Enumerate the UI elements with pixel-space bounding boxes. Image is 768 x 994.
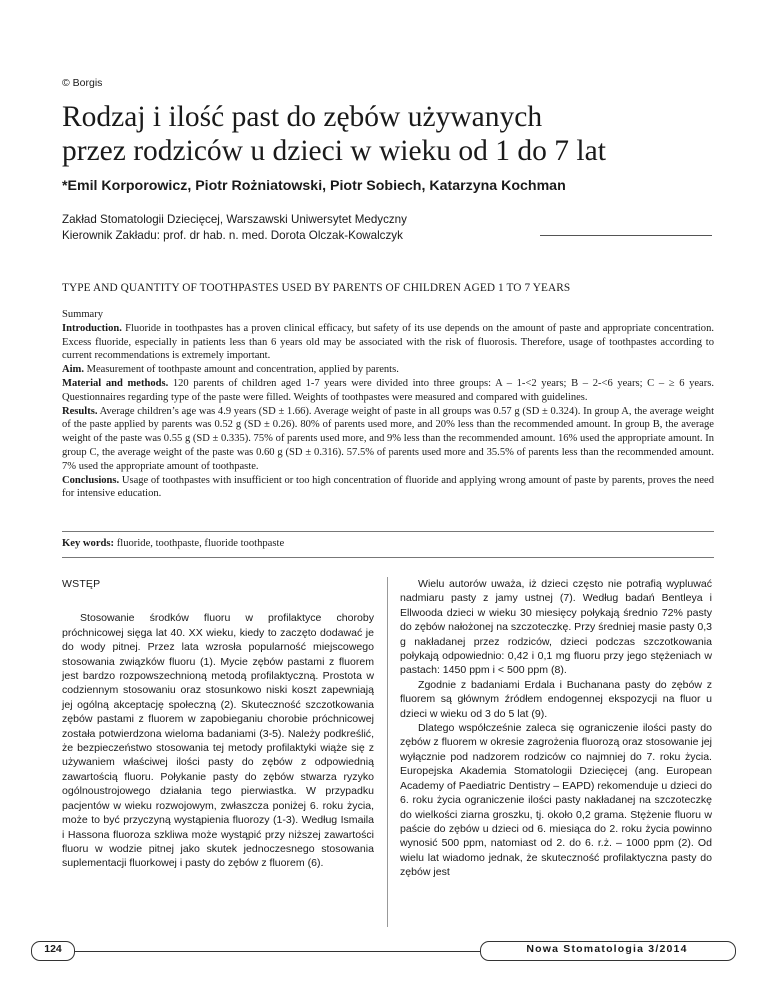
- body-paragraph: Dlatego współcześnie zaleca się ograniczenie ilości pasty do zębów z fluorem w okresie zagrożenia fluorozą oraz stosowanie jej wyłącznie pod nadzorem rodziców co najmniej do 7. roku życia. Europejska Akademia Stomatologii Dziecięcej (ang. European Academy of Paediatric Dentistry – EAPD) rekomenduje u dzieci do 6. roku życia ograniczenie ilości pasty nakładanej na szczoteczkę do wielkości ziarna groszku, tj. około 0,2 grama. Stężenie fluoru w paście do zębów u dzieci od 6. miesiąca do 2. roku życia powinno wynosić 500 ppm, natomiast od 2. do 6. r.ż. – 1000 ppm (2). Od wielu lat wiadomo jednak, że skuteczność profilaktyczna pasty do zębów jest: [400, 722, 712, 879]
- publisher-label: © Borgis: [62, 77, 103, 89]
- article-title: [62, 100, 722, 168]
- abstract-introduction: [62, 322, 714, 363]
- journal-name: Nowa Stomatologia 3/2014: [526, 943, 688, 955]
- right-column: [400, 577, 712, 880]
- aim-text: Measurement of toothpaste amount and concentration, applied by parents.: [83, 364, 399, 376]
- methods-text: 120 parents of children aged 1-7 years were divided into three groups: A – 1-<2 years; B – 2-<6 years; C – ≥ 6 years. Questionnaires regarding type of the paste were filled. Weights of toothpastes were measured and compared with guidelines.: [62, 377, 714, 403]
- conclusions-text: Usage of toothpastes with insufficient or too high concentration of fluoride and applying wrong amount of paste by parents, proves the need for intensive education.: [62, 474, 714, 500]
- page-number: 124: [44, 943, 62, 955]
- intro-text: Fluoride in toothpastes has a proven clinical efficacy, but safety of its use depends on the amount of paste and appropriate concentration. Excess fluoride, especially in patients less than 6 years old may be associated with the risk of fluorosis. Therefore, usage of toothpastes according to current recommendations is extremely important.: [62, 322, 714, 362]
- section-heading: WSTĘP: [62, 578, 101, 590]
- abstract-aim: [62, 363, 714, 377]
- conclusions-label: Conclusions.: [62, 474, 120, 486]
- abstract: [62, 308, 714, 501]
- affiliation-line-1: Zakład Stomatologii Dziecięcej, Warszawski Uniwersytet Medyczny: [62, 213, 407, 226]
- author-list: *Emil Korporowicz, Piotr Rożniatowski, Piotr Sobiech, Katarzyna Kochman: [62, 178, 566, 194]
- results-label: Results.: [62, 405, 98, 417]
- summary-label: Summary: [62, 309, 104, 320]
- body-paragraph: Stosowanie środków fluoru w profilaktyce choroby próchnicowej sięga lat 40. XX wieku, kiedy to zaczęto dodawać je do wody pitnej. Przez lata wzrosła popularność miejscowego stosowania związków fluoru (1). Mycie zębów pastami z fluorem jest bardzo rozpowszechnioną metodą profilaktyczną. Prostota w codziennym stosowaniu oraz stosunkowo niski koszt zapewniają jej ogólną akceptację społeczną (2). Skuteczność szczotkowania zębów pastami z fluorem w zapobieganiu chorobie próchnicowej została potwierdzona wieloma badaniami (3-5). Należy podkreślić, że bezpieczeństwo stosowania tej metody profilaktyki wiąże się z używaniem właściwej ilości pasty do zębów z odpowiednią zawartością fluoru. Połykanie pasty do zębów stwarza ryzyko ogólnoustrojowego działania tego pierwiastka. W przypadku pacjentów w wieku rozwojowym, zwłaszcza poniżej 6. roku życia, może to być przyczyną wystąpienia fluorozy (1-3). Według Ismaila i Hassona fluoroza szkliwa może wystąpić przy niższej zawartości fluoru w wodzie pitnej jako skutek jednoczesnego stosowania suplementacji fluorkowej i pasty do zębów z fluorem (6).: [62, 612, 374, 870]
- footer-rule: [62, 951, 492, 952]
- affiliation: [62, 212, 407, 244]
- english-title: TYPE AND QUANTITY OF TOOTHPASTES USED BY PARENTS OF CHILDREN AGED 1 TO 7 YEARS: [62, 282, 571, 294]
- keywords-top-rule: [62, 531, 714, 532]
- body-paragraph: Wielu autorów uważa, iż dzieci często nie potrafią wypluwać nadmiaru pasty z jamy ustnej (7). Według badań Bentleya i Ellwooda dzieci w wieku 30 miesięcy połykają średnio 72% pasty do zębów nałożonej na szczoteczkę. Przy średniej masie pasty 0,3 g nakładanej przez rodziców, dzieci podczas szczotkowania połykają odpowiednio: 0,42 i 0,1 mg fluoru przy jego stężeniach w pastach: 1450 ppm i < 500 ppm (8).: [400, 578, 712, 677]
- intro-label: Introduction.: [62, 322, 122, 334]
- keywords: [62, 538, 284, 549]
- results-text: Average children’s age was 4.9 years (SD ± 1.66). Average weight of paste in all groups was 0.57 g (SD ± 0.324). In group A, the average weight of the paste applied by parents was 0.52 g (SD ± 0.26). 80% of parents used more, and 20% less than the recommended amount. In group B, the average weight of the paste was 0.55 g (SD ± 0.335). 75% of parents used more, and 9% less than the recommended amount. 16% used the appropriate amount. In group C, the average weight of the paste was 0.60 g (SD ± 0.316). 57.5% of parents used more and 35.5% of parents less than the recommended amount. 7% used the appropriate amount of toothpaste.: [62, 405, 714, 472]
- methods-label: Material and methods.: [62, 377, 169, 389]
- keywords-bottom-rule: [62, 557, 714, 558]
- column-divider: [387, 577, 388, 927]
- left-column: [62, 577, 374, 871]
- aim-label: Aim.: [62, 364, 84, 376]
- body-paragraph: Zgodnie z badaniami Erdala i Buchanana pasty do zębów z fluorem są głównym źródłem endogennej ekspozycji na fluor u dzieci w wieku od 3 do 5 lat (9).: [400, 678, 712, 720]
- keywords-label: Key words:: [62, 538, 115, 549]
- title-line-2: przez rodziców u dzieci w wieku od 1 do 7 lat: [62, 135, 606, 167]
- affiliation-divider: [540, 235, 712, 236]
- abstract-conclusions: [62, 474, 714, 502]
- abstract-methods: [62, 377, 714, 405]
- title-line-1: Rodzaj i ilość past do zębów używanych: [62, 101, 543, 133]
- abstract-results: [62, 405, 714, 474]
- affiliation-line-2: Kierownik Zakładu: prof. dr hab. n. med. Dorota Olczak-Kowalczyk: [62, 229, 403, 242]
- keywords-text: fluoride, toothpaste, fluoride toothpaste: [114, 538, 285, 549]
